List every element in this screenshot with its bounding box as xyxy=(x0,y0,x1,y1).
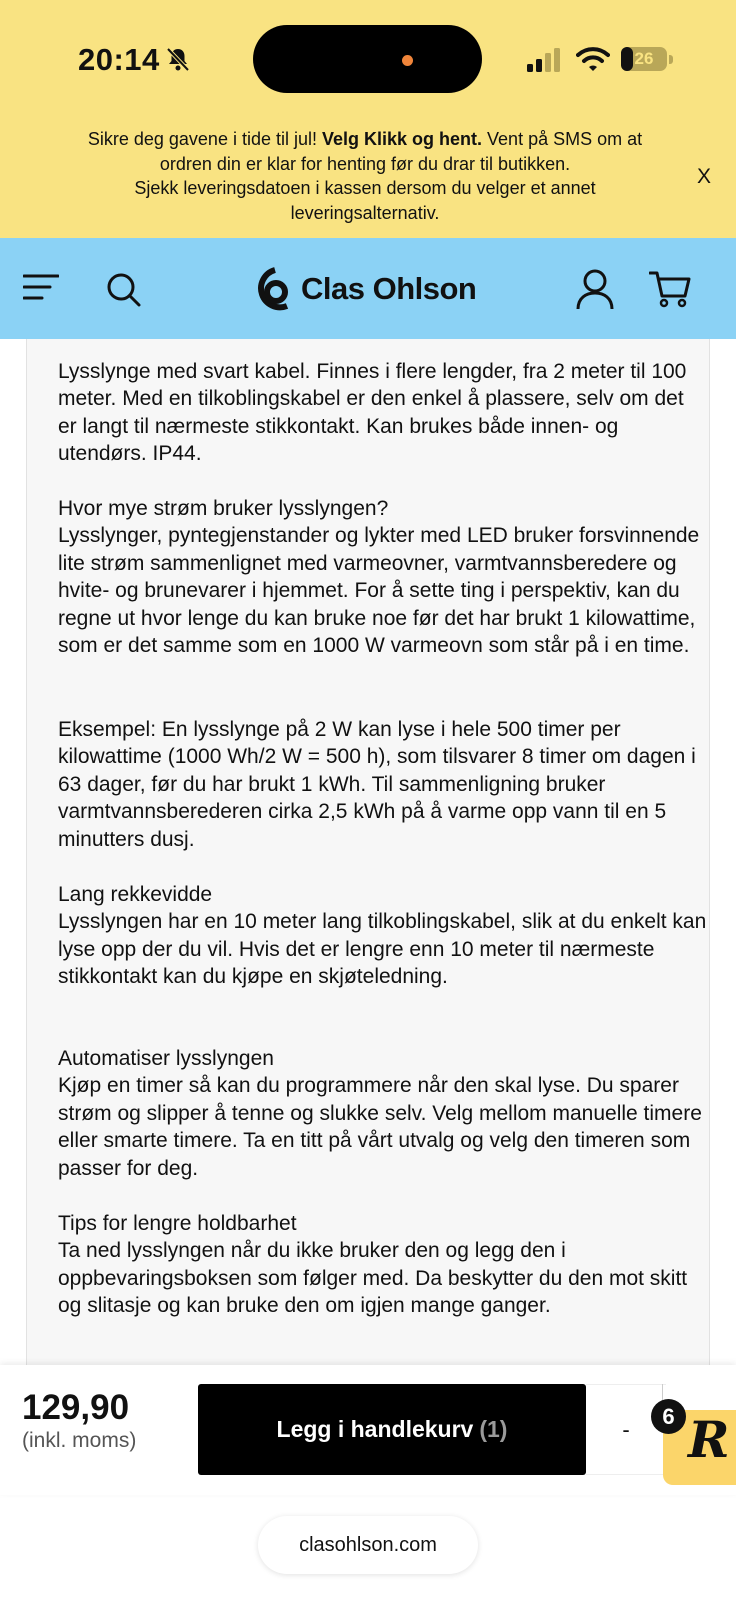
bell-muted-icon xyxy=(165,46,191,72)
description-paragraph: Eksempel: En lysslynge på 2 W kan lyse i hele 500 timer per kilowattime (1000 Wh/2 W = 500 h), som tilsvarer 8 timer om dagen i 63 dager, før du har brukt 1 kWh. Til sammenligning bruker varmtvannsberederen cirka 2,5 kWh på å varme opp vann til en 5 minutters dusj. xyxy=(58,718,696,851)
description-paragraph: Lysslynge med svart kabel. Finnes i flere lengder, fra 2 meter til 100 meter. Med en tilkoblingskabel er den enkel å plassere, selv om det er langt til nærmeste stikkontakt. Kan brukes både innen- og utendørs. IP44. xyxy=(58,360,687,466)
clas-ohlson-logo[interactable] xyxy=(257,265,476,313)
battery-percentage: 26 xyxy=(634,49,654,68)
logo-mark-icon xyxy=(257,266,293,312)
status-time: 20:14 xyxy=(78,42,160,77)
price: 129,90 xyxy=(22,1388,130,1427)
description-paragraph: Lang rekkevidde Lysslyngen har en 10 meter lang tilkoblingskabel, slik at du enkelt kan lyse opp der du vil. Hvis det er lengre enn 10 meter til nærmeste stikkontakt kan du kjøpe en skjøteledning. xyxy=(58,883,707,989)
account-icon[interactable] xyxy=(576,268,614,310)
christmas-delivery-banner xyxy=(60,127,670,225)
description-paragraph: Hvor mye strøm bruker lysslyngen? Lysslynger, pyntegjenstander og lykter med LED bruker forsvinnende lite strøm sammenlignet med varmeovner, varmtvannsberedere og hvite- og brunevarer i hjemmet. For å sette ting i perspektiv, kan du regne ut hvor lenge du kan bruke noe før det har brukt 1 kilowattime, som er det samme som en 1000 W varmeovn som står på i en time. xyxy=(58,497,700,658)
add-to-cart-label: Legg i handlekurv xyxy=(276,1416,474,1442)
cellular-signal-icon xyxy=(527,48,563,72)
battery-indicator xyxy=(621,47,667,71)
banner-text-sms: Vent på SMS om at ordren din er klar for henting før du drar til butikken. xyxy=(159,129,643,174)
add-to-cart-count: (1) xyxy=(479,1416,508,1442)
reviews-logo-icon[interactable]: R xyxy=(688,1410,730,1469)
price-vat-note: (inkl. moms) xyxy=(22,1429,137,1452)
description-paragraph: Automatiser lysslyngen Kjøp en timer så kan du programmere når den skal lyse. Du sparer strøm og slipper å tenne og slukke selv. Velg mellom manuelle timere eller smarte timere. Ta en titt på vårt utvalg og velg den timeren som passer for deg. xyxy=(58,1047,702,1180)
wifi-icon xyxy=(576,46,610,72)
banner-close-button[interactable]: X xyxy=(697,165,712,188)
hamburger-menu-icon[interactable] xyxy=(23,273,59,301)
privacy-indicator-dot xyxy=(402,55,413,66)
banner-text-bold: Velg Klikk og hent. xyxy=(322,129,483,149)
quantity-minus-label: - xyxy=(622,1416,630,1442)
search-icon[interactable] xyxy=(106,272,142,308)
banner-text-delivery: Sjekk leveringsdatoen i kassen dersom du velger et annet leveringsalternativ. xyxy=(134,178,596,223)
add-to-cart-button[interactable] xyxy=(198,1384,586,1475)
browser-url-bar[interactable]: clasohlson.com xyxy=(258,1516,478,1574)
reviews-count-badge: 6 xyxy=(651,1399,686,1434)
description-paragraph: Tips for lengre holdbarhet Ta ned lysslyngen når du ikke bruker den og legg den i oppbevaringsboksen som følger med. Da beskytter du den mot skitt og slitasje og kan bruke den om igjen mange ganger. xyxy=(58,1212,688,1318)
logo-text: Clas Ohlson xyxy=(301,271,477,306)
cart-icon[interactable] xyxy=(649,270,691,308)
banner-text-intro: Sikre deg gavene i tide til jul! xyxy=(87,129,322,149)
dynamic-island xyxy=(253,25,482,93)
quantity-decrease-button[interactable] xyxy=(586,1384,666,1475)
product-description xyxy=(26,339,710,1369)
battery-cap xyxy=(669,55,673,64)
